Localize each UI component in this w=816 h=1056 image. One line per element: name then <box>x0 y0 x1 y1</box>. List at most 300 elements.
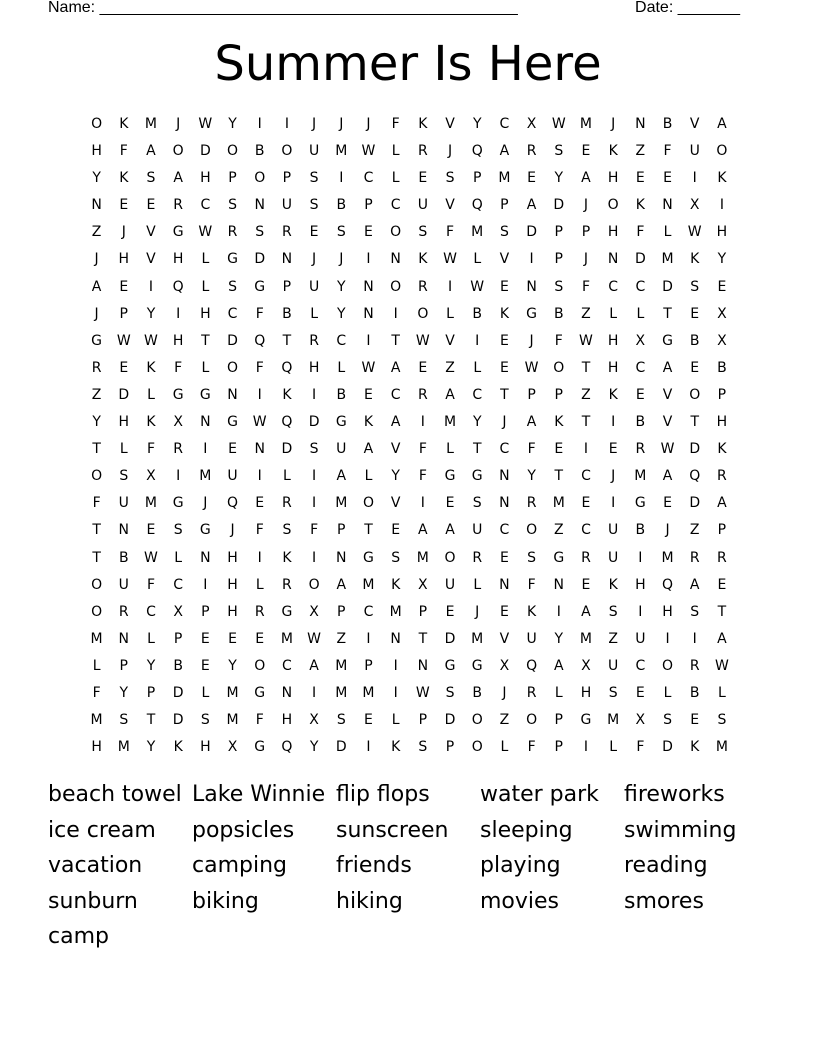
grid-letter: C <box>200 197 211 214</box>
name-field-label: Name: _______________________________________________ <box>48 0 518 16</box>
grid-letter: N <box>607 251 619 268</box>
grid-letter: E <box>364 712 373 729</box>
grid-letter: Q <box>281 414 293 431</box>
grid-letter: E <box>146 522 156 539</box>
grid-letter: L <box>500 739 509 756</box>
grid-letter: H <box>607 359 619 376</box>
grid-letter: K <box>608 143 618 160</box>
grid-letter: Y <box>228 116 237 132</box>
grid-letter: J <box>94 251 99 268</box>
grid-letter: W <box>687 224 702 241</box>
grid-letter: I <box>420 414 425 431</box>
grid-letter: I <box>366 630 371 647</box>
header-line <box>48 0 740 17</box>
grid-letter: K <box>717 170 727 187</box>
grid-letter: F <box>255 522 264 539</box>
grid-letter: S <box>119 712 129 729</box>
word-bank-item: camp <box>48 924 109 950</box>
grid-letter: I <box>692 630 697 647</box>
grid-letter: I <box>638 603 643 620</box>
grid-letter: P <box>445 739 455 756</box>
grid-letter: W <box>524 359 539 376</box>
grid-letter: P <box>717 386 727 403</box>
grid-letter: J <box>583 251 589 268</box>
grid-letter: G <box>471 657 483 674</box>
grid-letter: R <box>581 549 591 566</box>
word-bank-item: camping <box>192 853 287 879</box>
grid-letter: E <box>228 630 237 647</box>
grid-letter: N <box>526 278 537 295</box>
grid-letter: Q <box>281 739 293 756</box>
grid-letter: A <box>689 576 700 593</box>
grid-letter: X <box>635 712 646 729</box>
grid-letter: G <box>199 522 211 539</box>
date-field-label: Date: _______ <box>635 0 740 16</box>
grid-letter: K <box>391 576 401 593</box>
grid-letter: L <box>337 359 346 376</box>
grid-letter: L <box>201 251 210 268</box>
grid-letter: H <box>635 576 646 593</box>
grid-letter: W <box>361 359 376 376</box>
grid-letter: Q <box>281 359 293 376</box>
grid-letter: N <box>499 468 510 485</box>
grid-letter: S <box>228 197 237 214</box>
grid-letter: Z <box>445 359 455 376</box>
grid-letter: Z <box>581 305 591 322</box>
grid-letter: T <box>92 441 101 458</box>
grid-letter: O <box>526 712 538 729</box>
grid-letter: U <box>417 197 428 214</box>
grid-letter: M <box>579 116 593 132</box>
grid-letter: Q <box>172 278 184 295</box>
grid-letter: P <box>119 657 128 674</box>
grid-letter: Y <box>717 251 727 268</box>
grid-letter: G <box>227 414 238 431</box>
grid-letter: O <box>607 197 619 214</box>
grid-letter: U <box>227 468 238 485</box>
grid-letter: V <box>390 495 401 512</box>
grid-letter: W <box>252 414 267 431</box>
grid-letter: D <box>227 332 238 349</box>
grid-letter: N <box>499 576 510 593</box>
grid-letter: T <box>92 549 101 566</box>
grid-letter: T <box>92 522 101 539</box>
grid-letter: E <box>364 386 373 403</box>
grid-letter: R <box>417 386 428 403</box>
grid-letter: J <box>176 116 181 132</box>
grid-letter: K <box>146 414 156 431</box>
grid-letter: H <box>227 549 238 566</box>
grid-letter: I <box>475 332 480 349</box>
grid-letter: L <box>663 224 672 241</box>
grid-letter: H <box>91 143 102 160</box>
grid-letter: P <box>527 386 536 403</box>
grid-letter: N <box>390 630 401 647</box>
grid-letter: M <box>471 224 484 241</box>
grid-letter: Q <box>471 197 483 214</box>
grid-letter: F <box>92 684 101 701</box>
grid-letter: I <box>257 116 262 132</box>
grid-letter: B <box>254 143 265 160</box>
grid-letter: T <box>146 712 156 729</box>
grid-letter: T <box>554 468 564 485</box>
grid-letter: D <box>662 278 673 295</box>
grid-letter: S <box>309 197 319 214</box>
grid-letter: X <box>499 657 510 674</box>
grid-letter: I <box>611 414 616 431</box>
grid-letter: Q <box>227 495 239 512</box>
grid-letter: L <box>636 305 645 322</box>
grid-letter: C <box>499 441 510 458</box>
grid-letter: O <box>417 305 429 322</box>
grid-letter: A <box>662 359 673 376</box>
grid-letter: S <box>690 603 700 620</box>
grid-letter: G <box>580 712 592 729</box>
grid-letter: K <box>690 739 700 756</box>
grid-letter: H <box>716 414 728 431</box>
grid-letter: H <box>607 170 619 187</box>
grid-letter: G <box>227 251 238 268</box>
word-bank-item: movies <box>480 888 560 914</box>
grid-letter: L <box>364 468 373 485</box>
grid-letter: G <box>526 305 538 322</box>
grid-letter: I <box>556 603 561 620</box>
grid-letter: I <box>312 684 317 701</box>
grid-letter: R <box>526 684 537 701</box>
grid-letter: U <box>635 630 646 647</box>
grid-letter: R <box>526 495 537 512</box>
grid-letter: G <box>444 468 456 485</box>
grid-letter: Y <box>337 305 346 322</box>
grid-letter: W <box>198 224 213 241</box>
word-bank-item: friends <box>336 853 412 879</box>
grid-letter: O <box>227 359 239 376</box>
grid-letter: I <box>692 170 697 187</box>
grid-letter: K <box>608 576 618 593</box>
grid-letter: M <box>416 549 429 566</box>
grid-letter: J <box>502 414 507 431</box>
grid-letter: R <box>717 468 727 485</box>
grid-letter: Q <box>689 468 701 485</box>
grid-letter: W <box>415 332 430 349</box>
grid-letter: Q <box>254 332 266 349</box>
grid-letter: L <box>147 386 155 403</box>
grid-letter: R <box>417 143 428 160</box>
grid-letter: R <box>309 332 319 349</box>
grid-letter: S <box>418 224 428 241</box>
grid-letter: H <box>227 576 238 593</box>
grid-letter: D <box>526 224 537 241</box>
grid-letter: T <box>391 332 400 349</box>
grid-letter: Y <box>119 684 129 701</box>
grid-letter: R <box>472 549 483 566</box>
grid-letter: S <box>336 224 346 241</box>
grid-letter: C <box>363 170 374 187</box>
grid-letter: Y <box>391 468 400 485</box>
grid-letter: H <box>200 305 211 322</box>
grid-letter: Y <box>146 305 156 322</box>
grid-letter: B <box>472 305 483 322</box>
grid-letter: R <box>227 224 238 241</box>
grid-letter: E <box>418 359 428 376</box>
grid-letter: S <box>146 170 156 187</box>
grid-letter: J <box>366 116 371 132</box>
grid-letter: I <box>366 739 371 756</box>
grid-letter: Y <box>554 630 564 647</box>
grid-letter: M <box>199 468 212 485</box>
grid-letter: C <box>499 116 510 132</box>
grid-letter: S <box>418 739 428 756</box>
grid-letter: N <box>118 522 130 539</box>
grid-letter: X <box>173 414 183 431</box>
grid-letter: G <box>281 603 293 620</box>
grid-letter: E <box>200 657 210 674</box>
grid-letter: F <box>255 359 264 376</box>
grid-letter: H <box>716 224 728 241</box>
grid-letter: F <box>92 495 101 512</box>
grid-letter: X <box>309 712 319 729</box>
grid-letter: S <box>472 495 482 512</box>
grid-letter: Z <box>91 224 102 241</box>
grid-letter: U <box>608 522 619 539</box>
grid-letter: J <box>312 251 317 268</box>
grid-letter: I <box>339 170 344 187</box>
grid-letter: X <box>146 468 156 485</box>
grid-letter: F <box>391 116 400 132</box>
grid-letter: I <box>284 116 289 132</box>
grid-letter: M <box>552 495 565 512</box>
grid-letter: L <box>663 684 672 701</box>
grid-letter: V <box>146 224 156 241</box>
grid-letter: B <box>282 305 292 322</box>
grid-letter: C <box>472 386 483 403</box>
grid-letter: M <box>117 739 130 756</box>
grid-letter: A <box>146 143 156 160</box>
grid-letter: E <box>445 495 455 512</box>
grid-letter: X <box>689 197 700 214</box>
grid-letter: W <box>551 116 566 132</box>
grid-letter: P <box>364 657 373 674</box>
grid-letter: E <box>146 197 156 214</box>
grid-letter: W <box>579 332 593 349</box>
grid-letter: F <box>527 739 536 756</box>
grid-letter: S <box>690 278 700 295</box>
grid-letter: A <box>553 657 564 674</box>
grid-letter: S <box>336 712 346 729</box>
grid-letter: E <box>635 386 645 403</box>
grid-letter: B <box>173 657 183 674</box>
word-bank-item: sleeping <box>480 817 573 843</box>
grid-letter: I <box>393 305 398 322</box>
grid-letter: E <box>499 359 509 376</box>
grid-letter: C <box>363 603 374 620</box>
grid-letter: Z <box>336 630 347 647</box>
grid-letter: N <box>91 197 102 214</box>
grid-letter: K <box>119 170 129 187</box>
grid-letter: C <box>499 522 510 539</box>
grid-letter: K <box>146 359 156 376</box>
grid-letter: O <box>716 143 728 160</box>
grid-letter: M <box>607 712 620 729</box>
grid-letter: I <box>719 197 724 214</box>
word-bank-item: playing <box>480 853 561 879</box>
grid-letter: H <box>172 332 184 349</box>
grid-letter: X <box>227 739 238 756</box>
grid-letter: O <box>662 657 674 674</box>
grid-letter: T <box>364 522 373 539</box>
grid-letter: E <box>200 630 210 647</box>
grid-letter: E <box>635 170 645 187</box>
grid-letter: O <box>254 657 266 674</box>
grid-letter: D <box>172 712 184 729</box>
grid-letter: I <box>447 278 453 295</box>
grid-letter: R <box>254 603 265 620</box>
grid-letter: A <box>526 414 537 431</box>
grid-letter: Y <box>337 278 346 295</box>
grid-letter: E <box>608 441 618 458</box>
grid-letter: H <box>607 332 619 349</box>
grid-letter: S <box>445 170 455 187</box>
grid-letter: P <box>554 386 563 403</box>
grid-letter: T <box>581 414 591 431</box>
grid-letter: L <box>391 143 400 160</box>
grid-letter: W <box>443 251 457 268</box>
grid-letter: C <box>173 576 184 593</box>
grid-letter: N <box>281 684 293 701</box>
grid-letter: B <box>118 549 129 566</box>
grid-letter: S <box>445 684 455 701</box>
grid-letter: A <box>173 170 183 187</box>
grid-letter: F <box>527 576 536 593</box>
grid-letter: F <box>174 359 183 376</box>
grid-letter: X <box>635 332 646 349</box>
grid-letter: C <box>227 305 238 322</box>
grid-letter: A <box>445 522 455 539</box>
grid-letter: K <box>282 386 292 403</box>
grid-letter: E <box>690 359 700 376</box>
grid-letter: L <box>92 657 101 674</box>
grid-letter: Y <box>228 657 237 674</box>
grid-letter: F <box>255 305 264 322</box>
grid-letter: Y <box>554 170 564 187</box>
grid-letter: N <box>200 549 211 566</box>
grid-letter: Q <box>662 576 674 593</box>
grid-letter: U <box>281 197 293 214</box>
grid-letter: K <box>391 739 401 756</box>
grid-letter: U <box>689 143 700 160</box>
grid-letter: I <box>638 549 643 566</box>
grid-letter: N <box>662 197 673 214</box>
grid-letter: F <box>446 224 455 241</box>
grid-letter: T <box>282 332 292 349</box>
grid-letter: L <box>201 278 210 295</box>
grid-letter: P <box>717 522 727 539</box>
word-bank-item: fireworks <box>624 782 725 807</box>
grid-letter: C <box>635 359 646 376</box>
grid-letter: O <box>281 143 293 160</box>
grid-letter: E <box>581 576 591 593</box>
grid-letter: M <box>471 630 484 647</box>
grid-letter: A <box>581 603 591 620</box>
grid-letter: R <box>173 441 184 458</box>
word-bank-item: Lake Winnie <box>192 782 326 807</box>
grid-letter: X <box>418 576 428 593</box>
grid-letter: D <box>689 495 701 512</box>
grid-letter: E <box>499 603 509 620</box>
grid-letter: N <box>254 197 265 214</box>
grid-letter: P <box>418 712 428 729</box>
grid-letter: G <box>254 684 266 701</box>
grid-letter: A <box>309 657 319 674</box>
grid-letter: S <box>554 143 564 160</box>
grid-letter: R <box>689 657 700 674</box>
grid-letter: O <box>471 739 483 756</box>
grid-letter: I <box>312 495 317 512</box>
grid-letter: I <box>203 576 208 593</box>
grid-letter: G <box>471 468 483 485</box>
grid-letter: N <box>281 251 293 268</box>
grid-letter: G <box>634 495 646 512</box>
grid-letter: E <box>119 278 129 295</box>
grid-letter: R <box>91 359 102 376</box>
grid-letter: H <box>308 359 320 376</box>
grid-letter: U <box>118 576 129 593</box>
grid-letter: K <box>690 251 700 268</box>
grid-letter: Z <box>91 386 102 403</box>
grid-letter: B <box>553 305 564 322</box>
word-bank-item: beach towel <box>48 782 182 807</box>
grid-letter: N <box>417 657 429 674</box>
grid-letter: B <box>717 359 727 376</box>
grid-letter: F <box>636 739 645 756</box>
grid-letter: C <box>581 468 591 485</box>
grid-letter: G <box>254 278 266 295</box>
grid-letter: K <box>119 116 129 132</box>
grid-letter: M <box>226 684 239 701</box>
grid-letter: H <box>118 414 130 431</box>
grid-letter: U <box>608 549 619 566</box>
grid-letter: N <box>118 630 130 647</box>
grid-letter: T <box>472 441 482 458</box>
word-bank-item: swimming <box>624 817 737 843</box>
grid-letter: P <box>554 251 563 268</box>
grid-letter: R <box>282 576 292 593</box>
grid-letter: A <box>91 278 102 295</box>
grid-letter: I <box>312 549 317 566</box>
grid-letter: L <box>201 359 210 376</box>
grid-letter: G <box>363 549 374 566</box>
grid-letter: W <box>144 549 158 566</box>
grid-letter: G <box>662 332 673 349</box>
grid-letter: O <box>254 170 266 187</box>
grid-letter: V <box>662 386 673 403</box>
grid-letter: K <box>282 549 292 566</box>
grid-letter: G <box>254 739 266 756</box>
grid-letter: E <box>690 712 700 729</box>
grid-letter: Y <box>92 414 101 431</box>
grid-letter: L <box>391 712 400 729</box>
grid-letter: P <box>554 224 563 241</box>
grid-letter: V <box>662 414 673 431</box>
grid-letter: C <box>146 603 156 620</box>
grid-letter: H <box>200 739 211 756</box>
grid-letter: K <box>173 739 183 756</box>
grid-letter: L <box>609 739 618 756</box>
grid-letter: A <box>662 468 673 485</box>
grid-letter: H <box>281 712 293 729</box>
grid-letter: W <box>415 684 430 701</box>
grid-letter: F <box>527 441 536 458</box>
